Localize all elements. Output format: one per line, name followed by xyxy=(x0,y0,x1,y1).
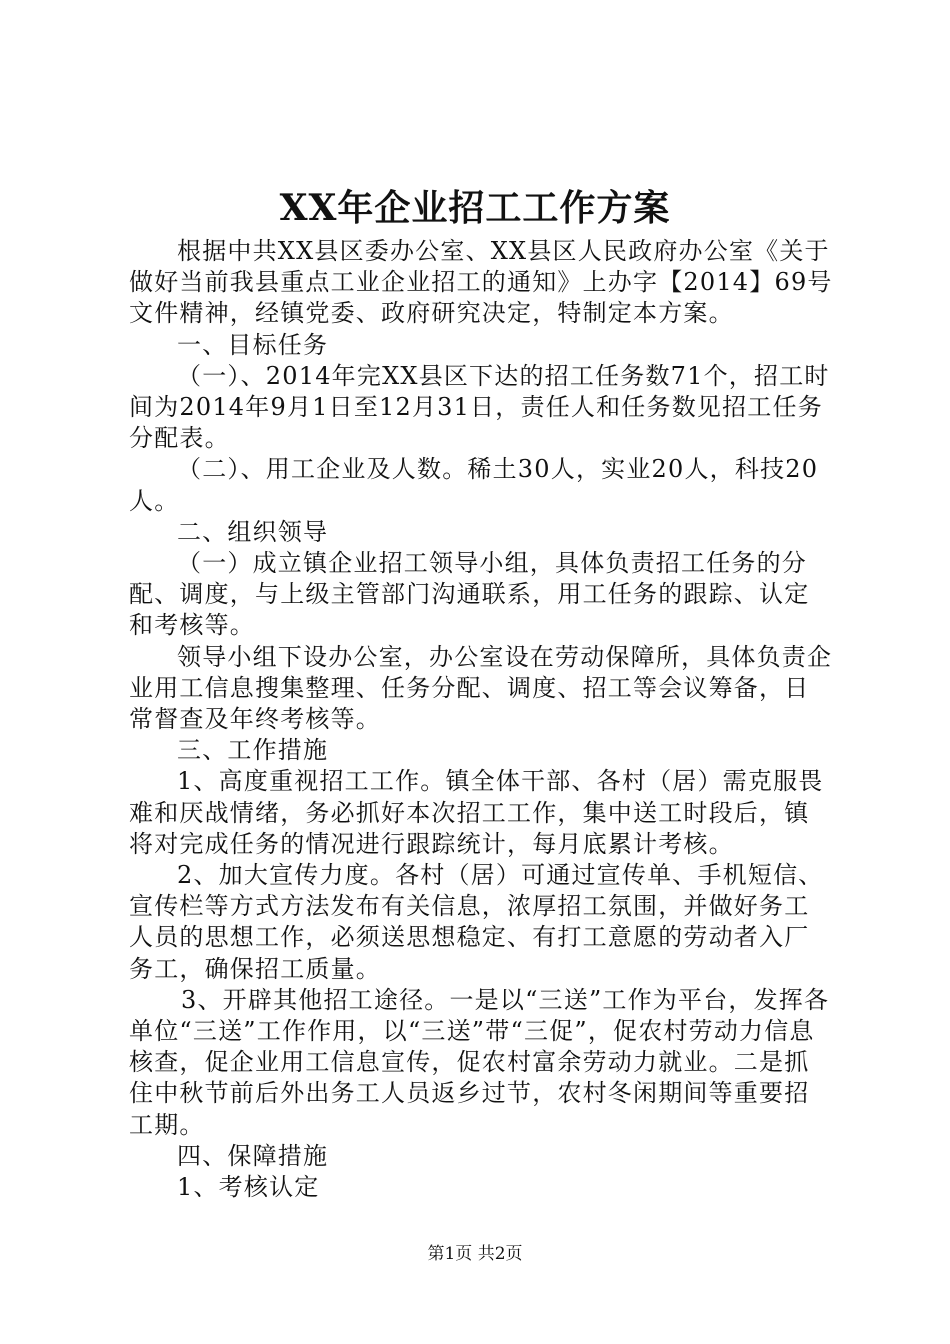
paragraph-office: 领导小组下设办公室，办公室设在劳动保障所，具体负责企业用工信息搜集整理、任务分配、调度、招工等会议筹备，日常督查及年终考核等。 xyxy=(129,642,833,734)
paragraph-task-2: （二）、用工企业及人数。稀土30人，实业20人，科技20人。 xyxy=(129,455,819,515)
paragraph-task-1: （一）、2014年完XX县区下达的招工任务数71个，招工时间为2014年9月1日至12月31日，责任人和任务数见招工任务分配表。 xyxy=(129,361,830,453)
document-body xyxy=(129,236,834,1203)
paragraph-measure-2: 2、加大宣传力度。各村（居）可通过宣传单、手机短信、宣传栏等方式方法发布有关信息，浓厚招工氛围，并做好务工人员的思想工作，必须送思想稳定、有打工意愿的劳动者入厂务工，确保招工质量。 xyxy=(129,861,824,983)
paragraph-measure-1: 1、高度重视招工工作。镇全体干部、各村（居）需克服畏难和厌战情绪，务必抓好本次招工工作，集中送工时段后，镇将对完成任务的情况进行跟踪统计，每月底累计考核。 xyxy=(129,767,824,858)
page-number-footer: 第1页 共2页 xyxy=(427,1244,523,1264)
heading-organization: 二、组织领导 xyxy=(177,517,329,546)
paragraph-intro: 根据中共XX县区委办公室、XX县区人民政府办公室《关于做好当前我县重点工业企业招工的通知》上办字【2014】69号文件精神，经镇党委、政府研究决定，特制定本方案。 xyxy=(129,237,833,328)
heading-measures: 三、工作措施 xyxy=(177,736,329,765)
document-title: XX年企业招工工作方案 xyxy=(279,187,671,229)
paragraph-leading-group: （一）成立镇企业招工领导小组，具体负责招工任务的分配、调度，与上级主管部门沟通联系，用工任务的跟踪、认定和考核等。 xyxy=(129,549,810,640)
paragraph-measure-3: 3、开辟其他招工途径。一是以“三送”工作为平台，发挥各单位“三送”工作作用，以“三送”带“三促”，促农村劳动力信息核查，促企业用工信息宣传，促农村富余劳动力就业。二是抓住中秋节前后外出务工人员返乡过节，农村冬闲期间等重要招工期。 xyxy=(129,985,830,1139)
heading-guarantee: 四、保障措施 xyxy=(177,1141,329,1170)
paragraph-assessment: 1、考核认定 xyxy=(177,1173,320,1202)
heading-target-tasks: 一、目标任务 xyxy=(177,330,329,359)
